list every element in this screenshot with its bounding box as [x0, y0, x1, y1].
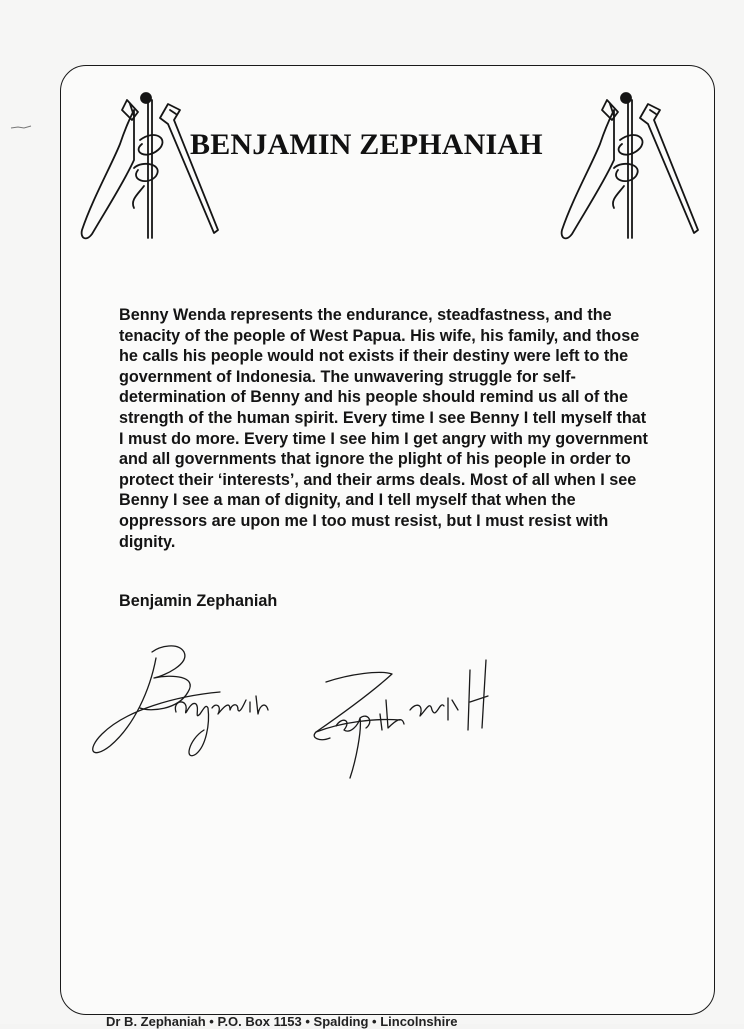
- letterhead-name: BENJAMIN ZEPHANIAH: [190, 128, 543, 161]
- scan-speck: [10, 124, 32, 130]
- handwritten-signature: [80, 630, 550, 790]
- crossed-pen-microphone-spear-icon: [72, 90, 222, 240]
- letter-body: Benny Wenda represents the endurance, steadfastness, and the tenacity of the people of West Papua. His wife, his family, and those he calls his people would not exists if their destiny were left to the government of Indonesia. The unwavering struggle for self-determination of Benny and his people should remind us all of the strength of the human spirit. Every time I see Benny I tell myself that I must do more. Every time I see him I get angry with my government and all governments that ignore the plight of his people in order to protect their ‘interests’, and their arms deals. Most of all when I see Benny I see a man of dignity, and I tell myself that when the oppressors are upon me I too must resist, but I must resist with dignity.: [119, 306, 648, 551]
- letter-signoff: Benjamin Zephaniah: [119, 592, 278, 610]
- crossed-pen-microphone-spear-icon: [552, 90, 702, 240]
- letter-footer-address: Dr B. Zephaniah • P.O. Box 1153 • Spalding • Lincolnshire: [106, 1014, 458, 1029]
